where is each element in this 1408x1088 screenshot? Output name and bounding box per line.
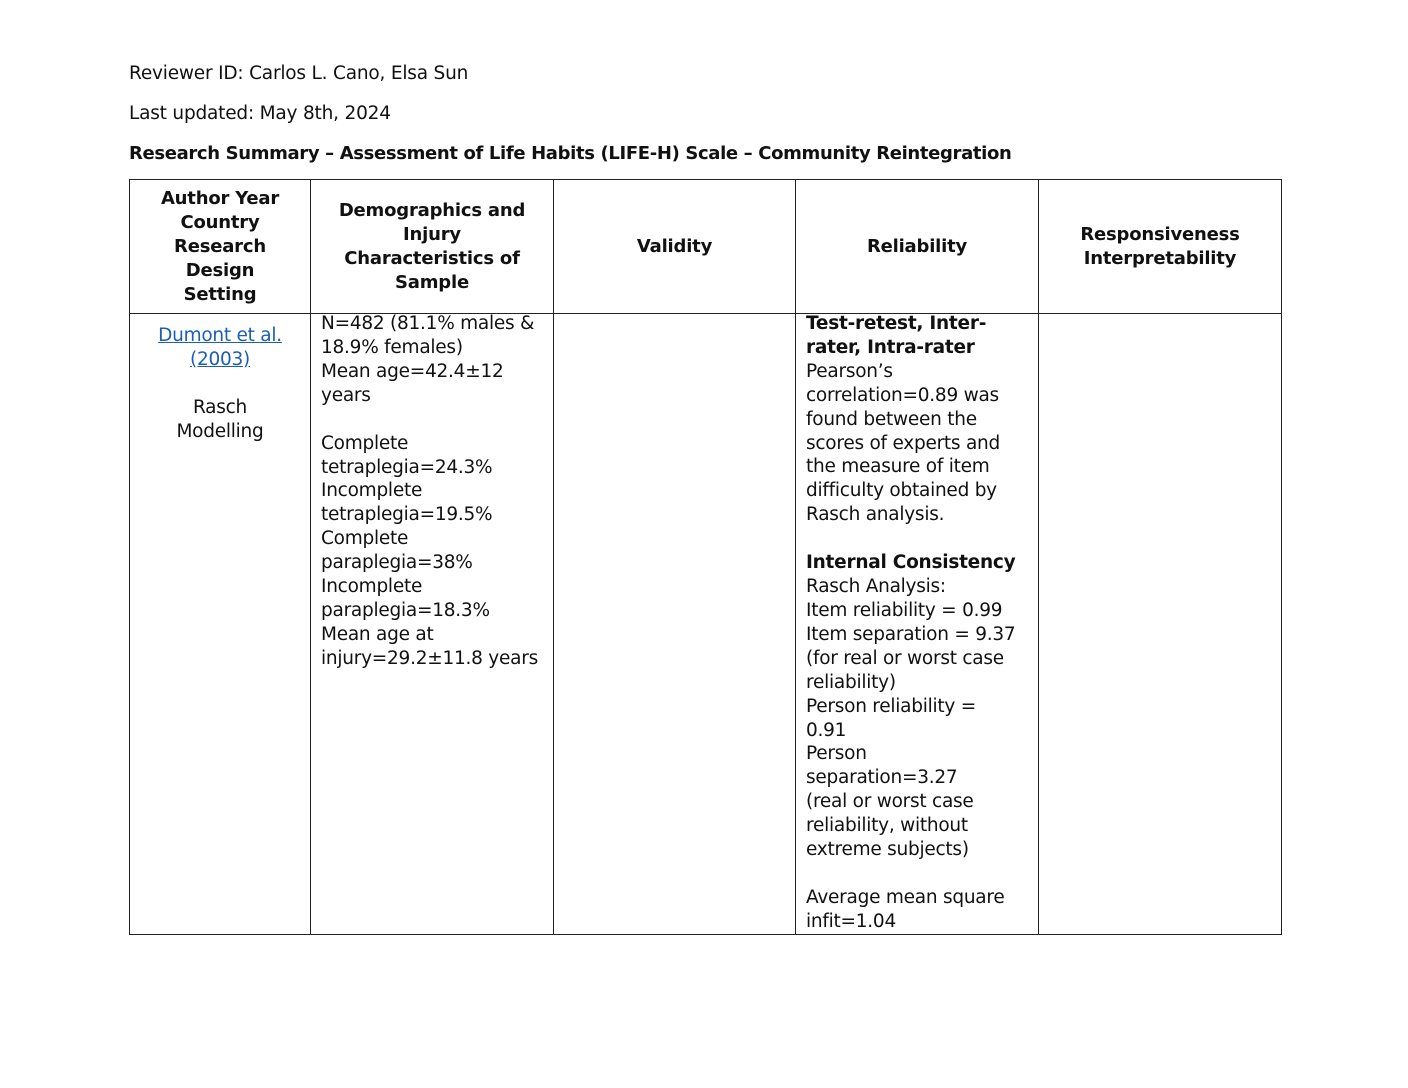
column-header-validity: Validity xyxy=(554,180,796,314)
study-link[interactable]: Dumont et al. (2003) xyxy=(158,325,282,370)
reviewer-id: Reviewer ID: Carlos L. Cano, Elsa Sun xyxy=(129,63,469,84)
validity-cell xyxy=(554,314,796,935)
research-summary-table xyxy=(129,179,1282,935)
demographics-cell: N=482 (81.1% males & 18.9% females) Mean age=42.4±12 years Complete tetraplegia=24.3% Incomplete tetraplegia=19.5% Complete paraplegia=38% Incomplete paraplegia=18.3% Mean age at injury=29.2±11.8 years xyxy=(311,314,554,935)
author-cell xyxy=(130,314,311,935)
reliability-heading: Test-retest, Inter- xyxy=(806,313,987,334)
document-title: Research Summary – Assessment of Life Habits (LIFE-H) Scale – Community Reintegration xyxy=(129,143,1012,164)
document-page xyxy=(129,62,1281,935)
last-updated: Last updated: May 8th, 2024 xyxy=(129,103,391,124)
column-header-reliability: Reliability xyxy=(796,180,1039,314)
table-header-row xyxy=(130,180,1282,314)
column-header-author: Author Year Country Research Design Setting xyxy=(130,180,311,314)
reliability-heading: rater, Intra-rater xyxy=(806,336,975,358)
research-design: Modelling xyxy=(176,420,264,442)
research-design: Rasch xyxy=(192,396,248,418)
reliability-cell: Test-retest, Inter- rater, Intra-rater Pearson’s correlation=0.89 was found between the scores of experts and the measure of item difficulty obtained by Rasch analysis. Internal Consistency Rasch Analysis: Item reliability = 0.99 Item separation = 9.37 (for real or worst case reliability) Person reliability = 0.91 Person separation=3.27 (real or worst case reliability, without extreme subjects) Average mean square infit=1.04 xyxy=(796,314,1039,935)
table-row xyxy=(130,314,1282,935)
internal-consistency-heading: Internal Consistency xyxy=(806,552,1016,574)
column-header-responsiveness: Responsiveness Interpretability xyxy=(1039,180,1282,314)
responsiveness-cell xyxy=(1039,314,1282,935)
column-header-demographics: Demographics and Injury Characteristics of Sample xyxy=(311,180,554,314)
